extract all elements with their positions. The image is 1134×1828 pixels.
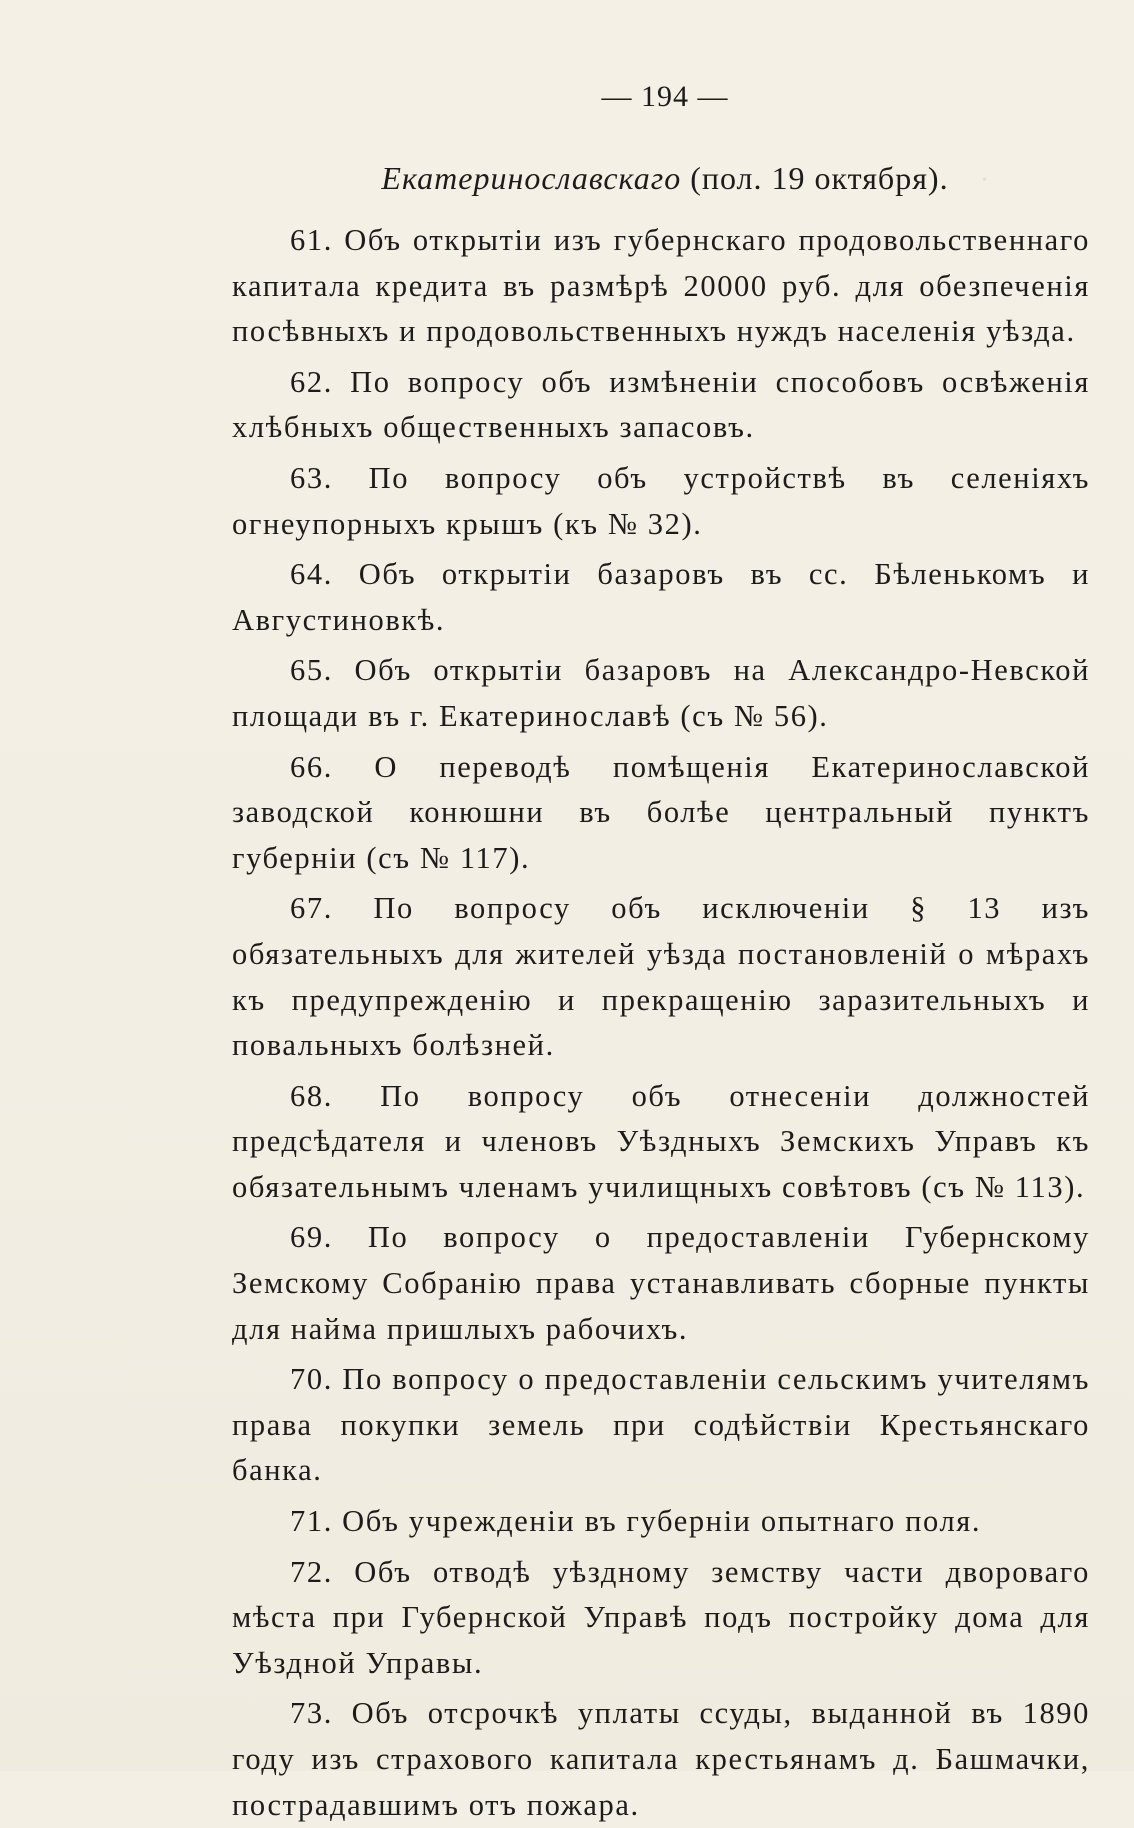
list-item: 64. Объ открытіи базаровъ въ сс. Бѣленькомъ и Августиновкѣ.: [232, 557, 1090, 637]
list-item: 63. По вопросу объ устройствѣ въ селеніяхъ огнеупорныхъ крышъ (къ № 32).: [232, 460, 1090, 541]
list-item: 61. Объ открытіи изъ губернскаго продовольственнаго капитала кредита въ размѣрѣ 20000 руб. для обезпеченія посѣвныхъ и продовольственныхъ нуждъ населенія уѣзда.: [232, 223, 1090, 349]
list-item: 67. По вопросу объ исключеніи § 13 изъ обязательныхъ для жителей уѣзда постановленій о мѣрахъ къ предупрежденію и прекращенію заразительныхъ и повальныхъ болѣзней.: [232, 891, 1090, 1063]
list-item: 71. Объ учрежденіи въ губерніи опытнаго поля.: [290, 1504, 982, 1539]
list-item: 70. По вопросу о предоставленіи сельскимъ учителямъ права покупки земель при содѣйствіи Крестьянскаго банка.: [232, 1362, 1090, 1488]
item-list: [232, 218, 1090, 1828]
list-item: 65. Объ открытіи базаровъ на Александро-Невской площади въ г. Екатеринославѣ (съ № 56).: [232, 653, 1090, 733]
list-item: 69. По вопросу о предоставленіи Губернскому Земскому Собранію права устанавливать сборные пункты для найма пришлыхъ рабочихъ.: [232, 1220, 1090, 1346]
section-heading: [0, 160, 1134, 197]
list-item: 62. По вопросу объ измѣненіи способовъ освѣженія хлѣбныхъ общественныхъ запасовъ.: [232, 364, 1090, 445]
section-meta: (пол. 19 октября).: [690, 160, 949, 196]
section-name: Екатеринославскаго: [381, 160, 682, 196]
list-item: 73. Объ отсрочкѣ уплаты ссуды, выданной въ 1890 году изъ страхового капитала крестьянамъ д. Башмачки, пострадавшимъ отъ пожара.: [232, 1696, 1090, 1822]
list-item: 66. О переводѣ помѣщенія Екатеринославской заводской конюшни въ болѣе центральный пунктъ губерніи (съ № 117).: [232, 749, 1090, 875]
bleed-through-text: ·: [980, 165, 990, 196]
page-number: — 194 —: [601, 80, 729, 113]
list-item: 68. По вопросу объ отнесеніи должностей предсѣдателя и членовъ Уѣздныхъ Земскихъ Управъ къ обязательнымъ членамъ училищныхъ совѣтовъ (съ № 113).: [232, 1078, 1090, 1204]
list-item: 72. Объ отводѣ уѣздному земству части двороваго мѣста при Губернской Управѣ подъ постройку дома для Уѣздной Управы.: [232, 1554, 1090, 1680]
